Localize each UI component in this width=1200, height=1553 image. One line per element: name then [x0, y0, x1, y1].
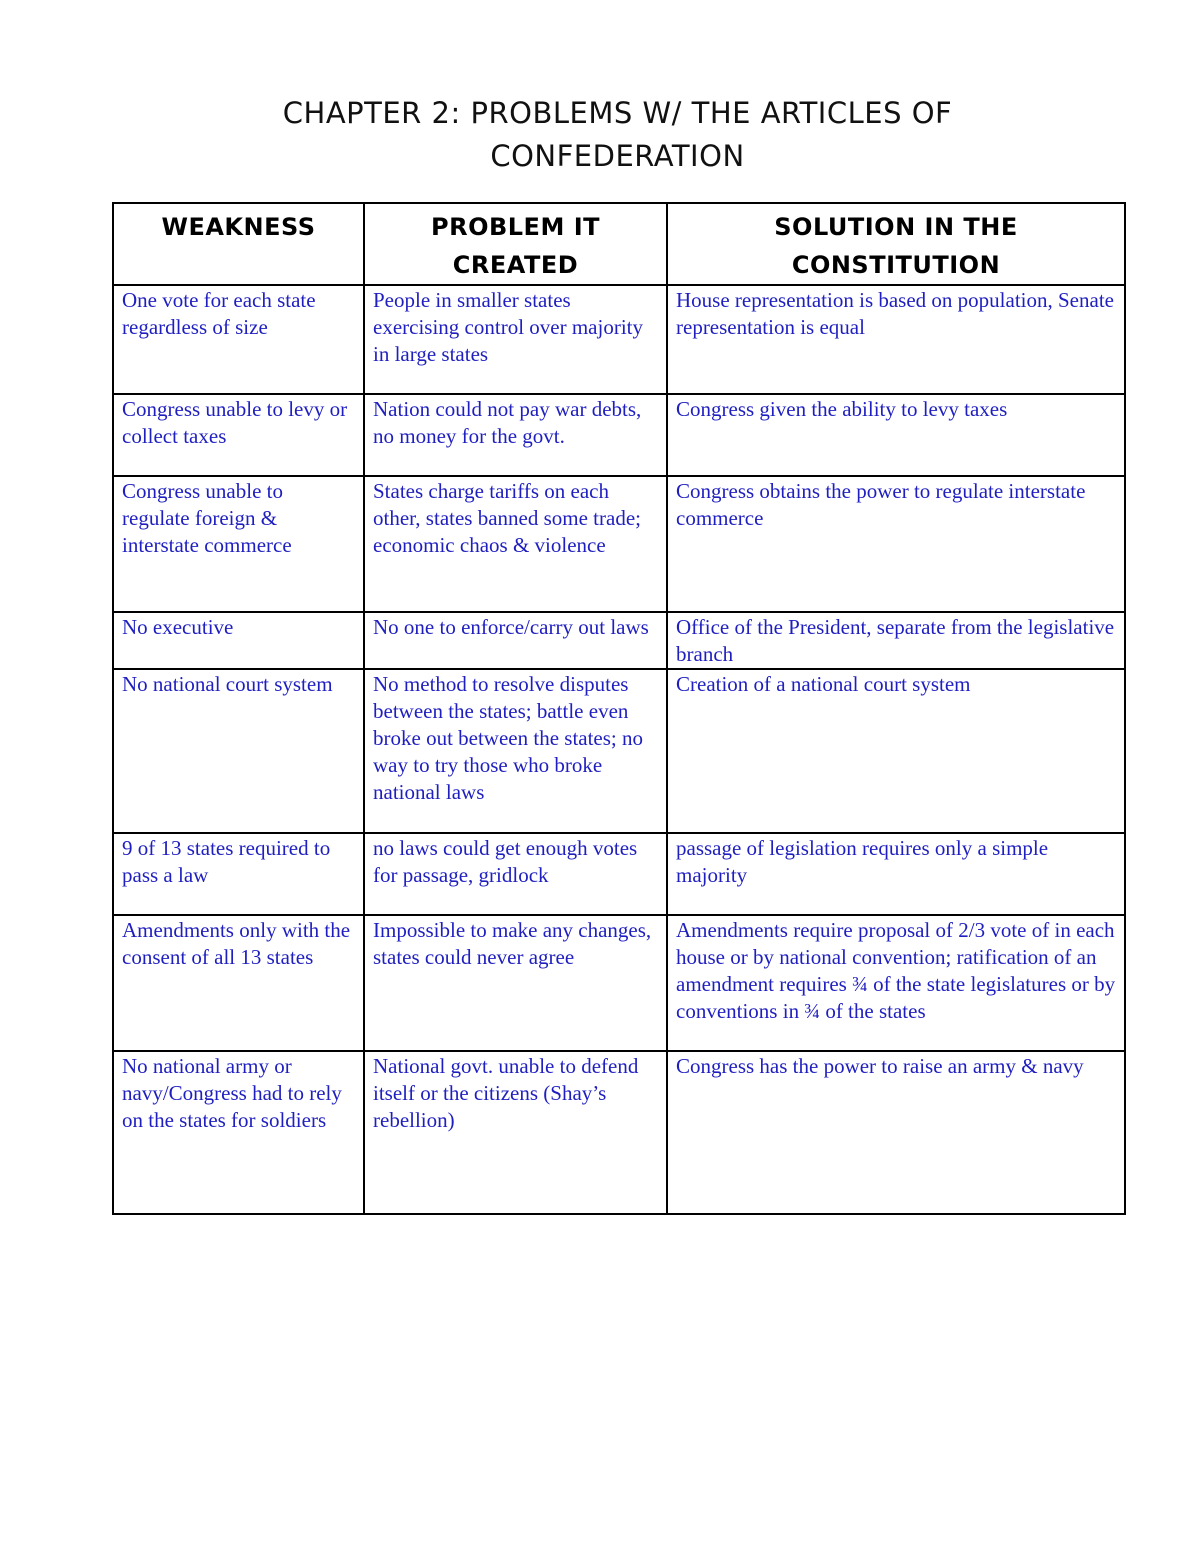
solution-cell: Congress has the power to raise an army & navy — [667, 1051, 1125, 1214]
column-header-weakness — [113, 203, 364, 285]
column-header-solution — [667, 203, 1125, 285]
weakness-cell: No executive — [113, 612, 364, 669]
column-header-problem — [364, 203, 667, 285]
table-row — [113, 669, 1125, 833]
solution-cell: Creation of a national court system — [667, 669, 1125, 833]
problem-cell: No method to resolve disputes between the states; battle even broke out between the states; no way to try those who broke national laws — [364, 669, 667, 833]
table-row — [113, 915, 1125, 1051]
problem-cell: no laws could get enough votes for passage, gridlock — [364, 833, 667, 915]
page-title-line-1: CHAPTER 2: PROBLEMS W/ THE ARTICLES OF — [282, 96, 953, 130]
table-row — [113, 833, 1125, 915]
solution-cell: Congress obtains the power to regulate interstate commerce — [667, 476, 1125, 612]
weakness-cell: No national court system — [113, 669, 364, 833]
solution-cell: Office of the President, separate from the legislative branch — [667, 612, 1125, 669]
column-header-solution-line-1: SOLUTION IN THE — [774, 213, 1018, 241]
problem-cell: People in smaller states exercising control over majority in large states — [364, 285, 667, 394]
articles-weakness-table — [112, 202, 1126, 1215]
problem-cell: No one to enforce/carry out laws — [364, 612, 667, 669]
solution-cell: Congress given the ability to levy taxes — [667, 394, 1125, 476]
page-title — [0, 92, 1200, 178]
table-row — [113, 476, 1125, 612]
problem-cell: Impossible to make any changes, states could never agree — [364, 915, 667, 1051]
column-header-solution-line-2: CONSTITUTION — [791, 251, 1001, 279]
problem-cell: National govt. unable to defend itself or the citizens (Shay’s rebellion) — [364, 1051, 667, 1214]
table-row — [113, 612, 1125, 669]
weakness-cell: Congress unable to levy or collect taxes — [113, 394, 364, 476]
column-header-problem-line-1: PROBLEM IT — [431, 213, 600, 241]
problem-cell: States charge tariffs on each other, states banned some trade; economic chaos & violence — [364, 476, 667, 612]
solution-cell: Amendments require proposal of 2/3 vote of in each house or by national convention; ratification of an amendment requires ¾ of the state legislatures or by conventions in ¾ of the states — [667, 915, 1125, 1051]
solution-cell: House representation is based on population, Senate representation is equal — [667, 285, 1125, 394]
column-header-problem-line-2: CREATED — [452, 251, 579, 279]
problem-cell: Nation could not pay war debts, no money for the govt. — [364, 394, 667, 476]
page-title-line-2: CONFEDERATION — [490, 139, 745, 173]
column-header-weakness-text: WEAKNESS — [161, 213, 316, 241]
table-header-row — [113, 203, 1125, 285]
weakness-cell: Congress unable to regulate foreign & interstate commerce — [113, 476, 364, 612]
table-row — [113, 1051, 1125, 1214]
solution-cell: passage of legislation requires only a simple majority — [667, 833, 1125, 915]
weakness-cell: 9 of 13 states required to pass a law — [113, 833, 364, 915]
weakness-cell: No national army or navy/Congress had to rely on the states for soldiers — [113, 1051, 364, 1214]
table-row — [113, 394, 1125, 476]
weakness-cell: One vote for each state regardless of size — [113, 285, 364, 394]
table-row — [113, 285, 1125, 394]
weakness-cell: Amendments only with the consent of all 13 states — [113, 915, 364, 1051]
